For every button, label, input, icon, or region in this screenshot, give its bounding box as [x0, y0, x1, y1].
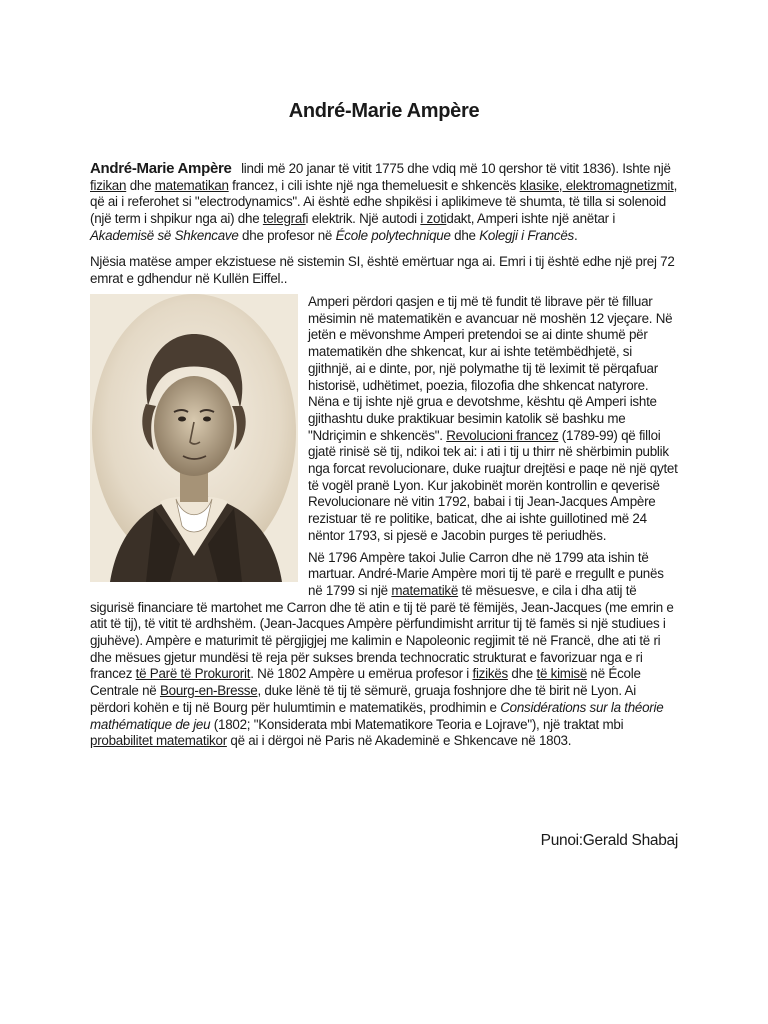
text-run: në École Centrale në — [90, 666, 641, 699]
text-run: dakt, Amperi ishte një anëtar i — [446, 211, 616, 227]
text-run: (1802; "Konsiderata mbi Matematikore Teoria e Lojrave"), një traktat mbi — [210, 716, 624, 732]
text-run: Në 1796 Ampère takoi Julie Carron dhe në 1799 ata ishin të martuar. André-Marie Ampère mori tij të parë e rregullt e punës në 1799 si një — [308, 549, 664, 598]
text-run: dhe — [507, 666, 537, 682]
link-te-pare-te-prokurorit[interactable]: të Parë të Prokurorit — [135, 666, 251, 682]
portrait-engraving — [90, 294, 298, 582]
text-run: të mësuesve, e cila i dha atij të sigurisë financiare të martohet me Carron dhe të atin e tij të parë të fëmijës, Jean-Jacques (me emrin e atit të tij), të vitit të ardhshëm. (Jean-Jacques Ampère përfundimisht arritur tij të famës si një studiues i gjuhëve). Ampère e maturimit të përgjigjej me kalimin e Napoleonic regjimit të në Francë, dhe ati të ri dhe mësues gjetur mundësi të reja për sukses brenda technocratic strukturat e favorizuar nga e ri francez — [90, 582, 674, 682]
text-run: francez, i cili ishte një nga themeluesit e shkencës — [228, 177, 520, 193]
text-run: (1789-99) që filloi gjatë rinisë së tij, ndikoi tek ai: i ati i tij u thirr në shërbimin publik nga forcat revolucionare, duke ruajtur drejtësi e paqe në një qytet të vogël pranë Lyon. Kur jakobinët morën kontrollin e qeverisë Revolucionare në vitin 1792, babai i tij Jean-Jacques Ampère rezistuar të re politike, baticat, dhe ai ishte guillotined më 24 nëntor 1793, si pjesë e Jacobin purges të periudhës. — [308, 427, 678, 543]
page-title: André-Marie Ampère — [288, 100, 480, 122]
link-telegraf[interactable]: telegraf — [262, 211, 306, 227]
link-matematikan[interactable]: matematikan — [154, 177, 229, 193]
text-run: dhe profesor në — [238, 227, 336, 243]
italic-ecole: École polytechnique — [335, 227, 451, 243]
text-run: që ai i dërgoi në Paris në Akademinë e Shkencave në 1803. — [226, 733, 572, 749]
link-klasike-elektromagnetizmit[interactable]: klasike, elektromagnetizmit — [519, 177, 674, 193]
intro-paragraph — [90, 161, 678, 245]
italic-considerations: Considérations sur la théorie mathématique de jeu — [90, 699, 664, 732]
unit-paragraph — [90, 254, 678, 287]
link-revolucioni-francez[interactable]: Revolucioni francez — [446, 427, 559, 443]
author-signature: Punoi:Gerald Shabaj — [540, 832, 678, 849]
text-run: dhe — [126, 177, 155, 193]
link-fizikes[interactable]: fizikës — [472, 666, 508, 682]
link-bourg-en-bresse[interactable]: Bourg-en-Bresse — [159, 683, 258, 699]
link-fizikan[interactable]: fizikan — [90, 177, 127, 193]
italic-kolegji: Kolegji i Francës — [479, 227, 574, 243]
link-matematike[interactable]: matematikë — [391, 582, 459, 598]
link-probabilitet-matematikor[interactable]: probabilitet matematikor — [90, 733, 227, 749]
text-run: dhe — [450, 227, 480, 243]
italic-akademise: Akademisë së Shkencave — [90, 227, 239, 243]
text-run: i elektrik. Një autodi — [305, 211, 421, 227]
text-run: . — [573, 227, 578, 243]
text-run: lindi më 20 janar të vitit 1775 dhe vdiq më 10 qershor të vitit 1836). Ishte një — [237, 161, 671, 176]
link-te-kimise[interactable]: të kimisë — [536, 666, 588, 682]
text-run: , që ai i referohet si "electrodynamics". Ai është edhe shpikësi i aplikimeve të shumta, të tilla si solenoid (një term i shpikur nga ai) dhe — [90, 177, 678, 227]
link-i-zoti[interactable]: i zoti — [420, 211, 447, 227]
portrait-image — [90, 294, 298, 582]
text-run: Amperi përdori qasjen e tij më të fundit të librave për të filluar mësimin në matematikën e avancuar në moshën 12 vjeçare. Në jetën e mëvonshme Amperi pretendoi se ai dinte shumë për matematikën dhe shkencat, kur ai ishte tetëmbëdhjetë, si gjithnjë, ai e dinte, por, një polymathe tij të leximit të përqafuar historisë, udhëtimet, poezia, filozofia dhe shkencat natyrore. Nëna e tij ishte një grua e devotshme, kështu që Amperi ishte gjithashtu duke praktikuar besimin katolik së bashku me "Ndriçimin e shkencës". — [308, 294, 673, 443]
text-run: , duke lënë të tij të sëmurë, gruaja foshnjore dhe të birit në Lyon. Ai përdori kohën e tij në Bourg për hulumtimin e matematikës, prodhimin e — [90, 683, 636, 715]
text-run: . Në 1802 Ampère u emërua profesor i — [250, 666, 473, 682]
biography-section — [90, 294, 678, 750]
unit-text: Njësia matëse amper ekzistuese në sistemin SI, është emërtuar nga ai. Emri i tij është edhe një prej 72 emrat e gdhendur në Kullën Eiffel.. — [90, 254, 675, 286]
lead-name: André-Marie Ampère — [90, 160, 232, 177]
